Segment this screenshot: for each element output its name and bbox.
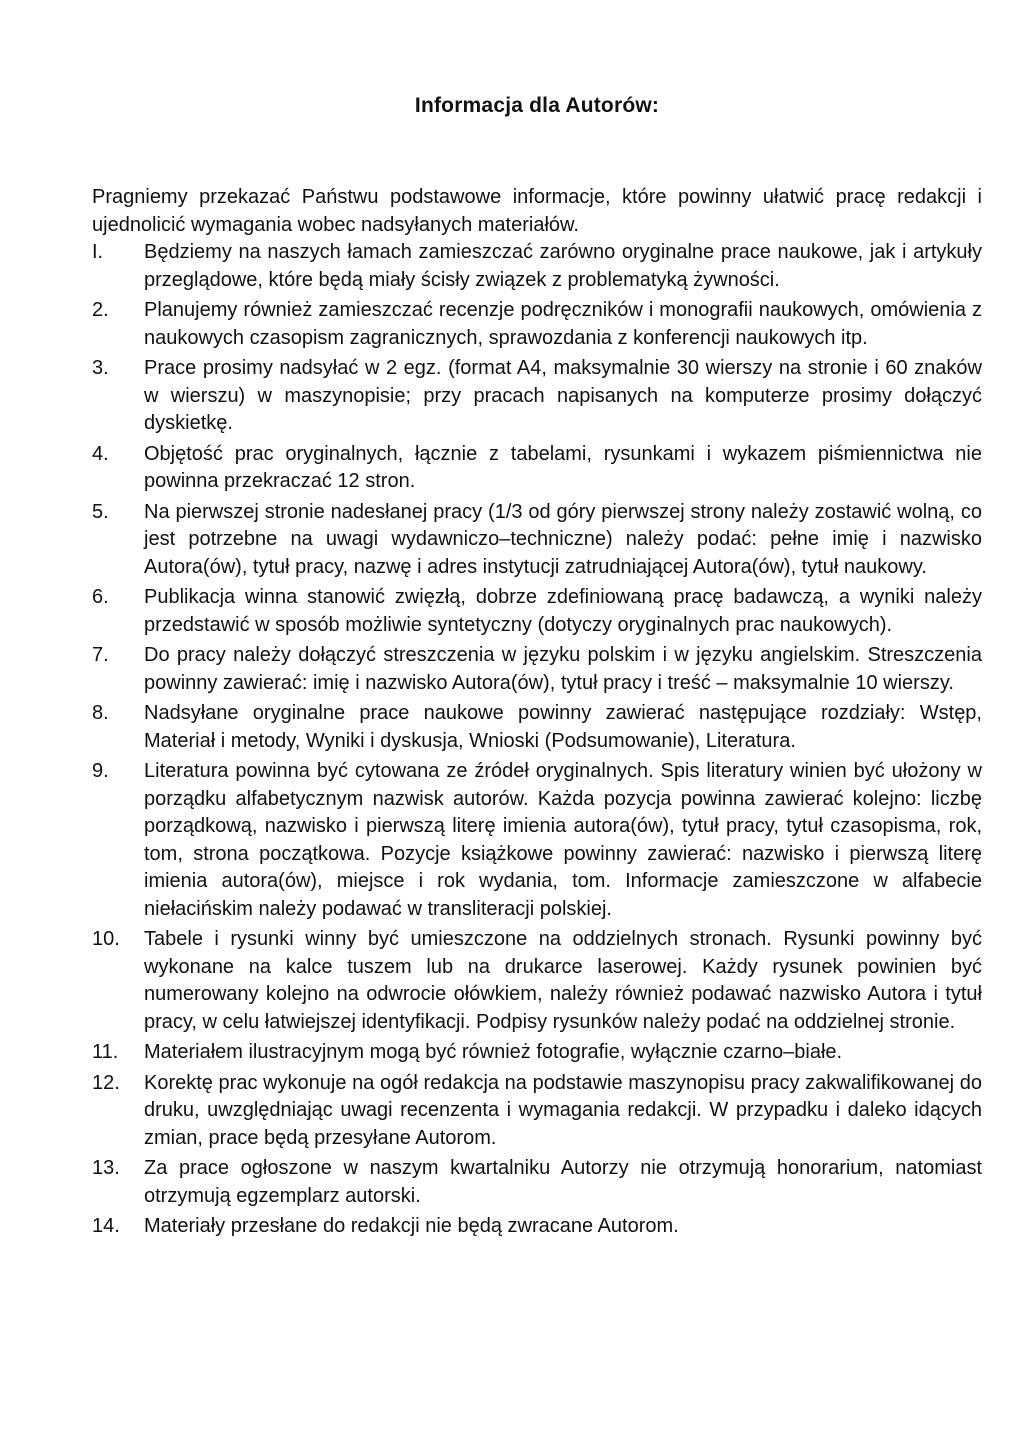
item-number: 4. bbox=[92, 442, 109, 465]
item-number: I. bbox=[92, 241, 104, 263]
intro-paragraph: Pragniemy przekazać Państwu podstawowe informacje, które powinny ułatwić pracę redakcji i ujednolicić wymagania wobec nadsyłanych materiałów. bbox=[92, 186, 982, 236]
item-text: Prace prosimy nadsyłać w 2 egz. (format A4, maksymalnie 30 wierszy na stronie i 60 znaków w wierszu) w maszynopisie; przy pracach napisanych na komputerze prosimy dołączyć dyskietkę. bbox=[144, 357, 982, 434]
item-text: Będziemy na naszych łamach zamieszczać zarówno oryginalne prace naukowe, jak i artykuły przeglądowe, które będą miały ścisły związek z problematyką żywności. bbox=[144, 241, 982, 291]
document-title: Informacja dla Autorów: bbox=[414, 94, 660, 117]
item-text: Literatura powinna być cytowana ze źródeł oryginalnych. Spis literatury winien być ułożony w porządku alfabetycznym nazwisk autorów. Każda pozycja powinna zawierać kolejno: liczbę porządkową, nazwisko i pierwszą literę imienia autora(ów), tytuł pracy, tytuł czasopisma, rok, tom, strona początkowa. Pozycje książkowe powinny zawierać: nazwisko i pierwszą literę imienia autora(ów), miejsce i rok wydania, tom. Informacje zamieszczone w alfabecie niełacińskim należy podawać w transliteracji polskiej. bbox=[144, 760, 982, 920]
item-text: Do pracy należy dołączyć streszczenia w języku polskim i w języku angielskim. Streszczenia powinny zawierać: imię i nazwisko Autora(ów), tytuł pracy i treść – maksymalnie 10 wierszy. bbox=[144, 644, 982, 694]
document-page bbox=[92, 92, 982, 1244]
list-item bbox=[92, 1039, 982, 1067]
list-item bbox=[92, 239, 982, 294]
list-item bbox=[92, 642, 982, 697]
item-number: 7. bbox=[92, 644, 109, 666]
item-text: Za prace ogłoszone w naszym kwartalniku Autorzy nie otrzymują honorarium, natomiast otrzymują egzemplarz autorski. bbox=[144, 1157, 982, 1207]
list-item bbox=[92, 758, 982, 923]
list-item bbox=[92, 499, 982, 582]
list-item bbox=[92, 1070, 982, 1153]
list-item bbox=[92, 355, 982, 438]
item-number: 13. bbox=[92, 1157, 120, 1179]
instructions-list bbox=[92, 239, 982, 1241]
list-item bbox=[92, 1213, 982, 1241]
item-number: 5. bbox=[92, 500, 109, 523]
item-text: Korektę prac wykonuje na ogół redakcja na podstawie maszynopisu pracy zakwalifikowanej do druku, uwzględniając uwagi recenzenta i wymagania redakcji. W przypadku i daleko idących zmian, prace będą przesyłane Autorom. bbox=[144, 1071, 982, 1149]
item-number: 6. bbox=[92, 586, 109, 608]
item-number: 3. bbox=[92, 357, 109, 379]
item-number: 2. bbox=[92, 299, 109, 321]
item-text: Planujemy również zamieszczać recenzje podręczników i monografii naukowych, omówienia z naukowych czasopism zagranicznych, sprawozdania z konferencji naukowych itp. bbox=[144, 299, 982, 349]
item-text: Publikacja winna stanowić zwięzłą, dobrze zdefiniowaną pracę badawczą, a wyniki należy przedstawić w sposób możliwie syntetyczny (dotyczy oryginalnych prac naukowych). bbox=[144, 586, 982, 636]
list-item bbox=[92, 297, 982, 352]
item-number: 9. bbox=[92, 760, 109, 782]
list-item bbox=[92, 584, 982, 639]
item-text: Materiałem ilustracyjnym mogą być również fotografie, wyłącznie czarno–białe. bbox=[144, 1041, 843, 1063]
item-number: 12. bbox=[92, 1071, 120, 1094]
list-item bbox=[92, 441, 982, 496]
item-number: 11. bbox=[92, 1041, 119, 1063]
list-item bbox=[92, 1155, 982, 1210]
item-number: 10. bbox=[92, 928, 120, 950]
item-text: Tabele i rysunki winny być umieszczone na oddzielnych stronach. Rysunki powinny być wykonane na kalce tuszem lub na drukarce laserowej. Każdy rysunek powinien być numerowany kolejno na odwrocie ołówkiem, należy również podawać nazwisko Autora i tytuł pracy, w celu łatwiejszej identyfikacji. Podpisy rysunków należy podać na oddzielnej stronie. bbox=[144, 928, 982, 1033]
list-item bbox=[92, 700, 982, 755]
item-text: Materiały przesłane do redakcji nie będą zwracane Autorom. bbox=[144, 1215, 679, 1237]
item-text: Objętość prac oryginalnych, łącznie z tabelami, rysunkami i wykazem piśmiennictwa nie powinna przekraczać 12 stron. bbox=[144, 442, 982, 492]
item-text: Na pierwszej stronie nadesłanej pracy (1/3 od góry pierwszej strony należy zostawić wolną, co jest potrzebne na uwagi wydawniczo–techniczne) należy podać: pełne imię i nazwisko Autora(ów), tytuł pracy, nazwę i adres instytucji zatrudniającej Autora(ów), tytuł naukowy. bbox=[144, 500, 982, 578]
item-number: 14. bbox=[92, 1215, 120, 1237]
list-item bbox=[92, 926, 982, 1036]
item-number: 8. bbox=[92, 702, 109, 724]
item-text: Nadsyłane oryginalne prace naukowe powinny zawierać następujące rozdziały: Wstęp, Materiał i metody, Wyniki i dyskusja, Wnioski (Podsumowanie), Literatura. bbox=[144, 702, 982, 752]
